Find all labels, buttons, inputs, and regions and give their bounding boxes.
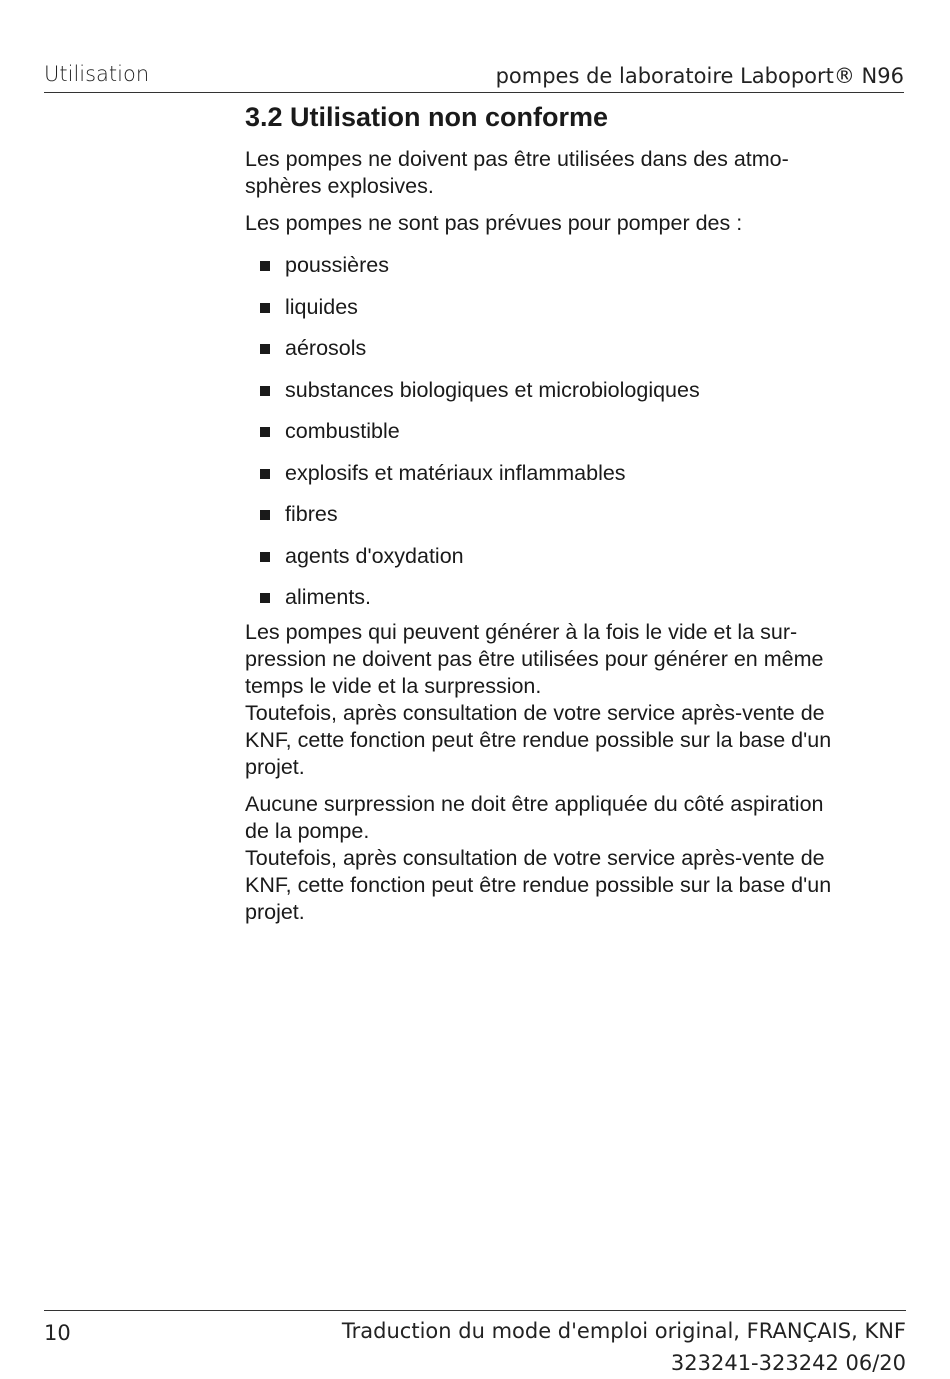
- paragraph-line: Les pompes ne doivent pas être utilisées dans des atmo-: [245, 147, 789, 171]
- page-number: 10: [44, 1321, 71, 1345]
- header-product-name: pompes de laboratoire Laboport® N96: [495, 64, 904, 88]
- paragraph-explosive-atmospheres: [245, 146, 905, 200]
- paragraph-line: Toutefois, après consultation de votre service après-vente de: [245, 846, 825, 870]
- square-bullet-icon: [260, 344, 270, 354]
- list-item: poussières: [245, 252, 905, 279]
- list-item: substances biologiques et microbiologiques: [245, 377, 905, 404]
- paragraph-line: Aucune surpression ne doit être appliquée du côté aspiration: [245, 792, 824, 816]
- footer-document-code: 323241-323242 06/20: [670, 1351, 906, 1375]
- page-footer: [44, 1310, 906, 1375]
- list-item: combustible: [245, 418, 905, 445]
- main-content: [245, 100, 905, 936]
- square-bullet-icon: [260, 386, 270, 396]
- square-bullet-icon: [260, 469, 270, 479]
- excluded-media-list: [245, 252, 905, 611]
- paragraph-line: projet.: [245, 900, 305, 924]
- paragraph-not-intended: Les pompes ne sont pas prévues pour pomper des :: [245, 211, 743, 235]
- paragraph-line: Toutefois, après consultation de votre service après-vente de: [245, 701, 825, 725]
- list-item: agents d'oxydation: [245, 543, 905, 570]
- paragraph-line: KNF, cette fonction peut être rendue possible sur la base d'un: [245, 873, 832, 897]
- paragraph-line: sphères explosives.: [245, 174, 434, 198]
- footer-translation-note: Traduction du mode d'emploi original, FRANÇAIS, KNF: [341, 1319, 906, 1343]
- paragraph-suction-side: [245, 791, 905, 926]
- list-item: aliments.: [245, 584, 905, 611]
- square-bullet-icon: [260, 427, 270, 437]
- paragraph-line: Les pompes qui peuvent générer à la fois le vide et la sur-: [245, 620, 798, 644]
- square-bullet-icon: [260, 593, 270, 603]
- square-bullet-icon: [260, 261, 270, 271]
- header-section-name: Utilisation: [44, 62, 150, 86]
- paragraph-line: de la pompe.: [245, 819, 370, 843]
- list-item: fibres: [245, 501, 905, 528]
- section-title: 3.2 Utilisation non conforme: [245, 102, 609, 132]
- square-bullet-icon: [260, 303, 270, 313]
- page-header: [44, 60, 904, 93]
- square-bullet-icon: [260, 510, 270, 520]
- paragraph-line: temps le vide et la surpression.: [245, 674, 542, 698]
- paragraph-vacuum-pressure: [245, 619, 905, 781]
- list-item: liquides: [245, 294, 905, 321]
- list-item: aérosols: [245, 335, 905, 362]
- square-bullet-icon: [260, 552, 270, 562]
- list-item: explosifs et matériaux inflammables: [245, 460, 905, 487]
- paragraph-line: pression ne doivent pas être utilisées pour générer en même: [245, 647, 824, 671]
- paragraph-line: projet.: [245, 755, 305, 779]
- footer-document-info: [342, 1315, 906, 1379]
- paragraph-line: KNF, cette fonction peut être rendue possible sur la base d'un: [245, 728, 832, 752]
